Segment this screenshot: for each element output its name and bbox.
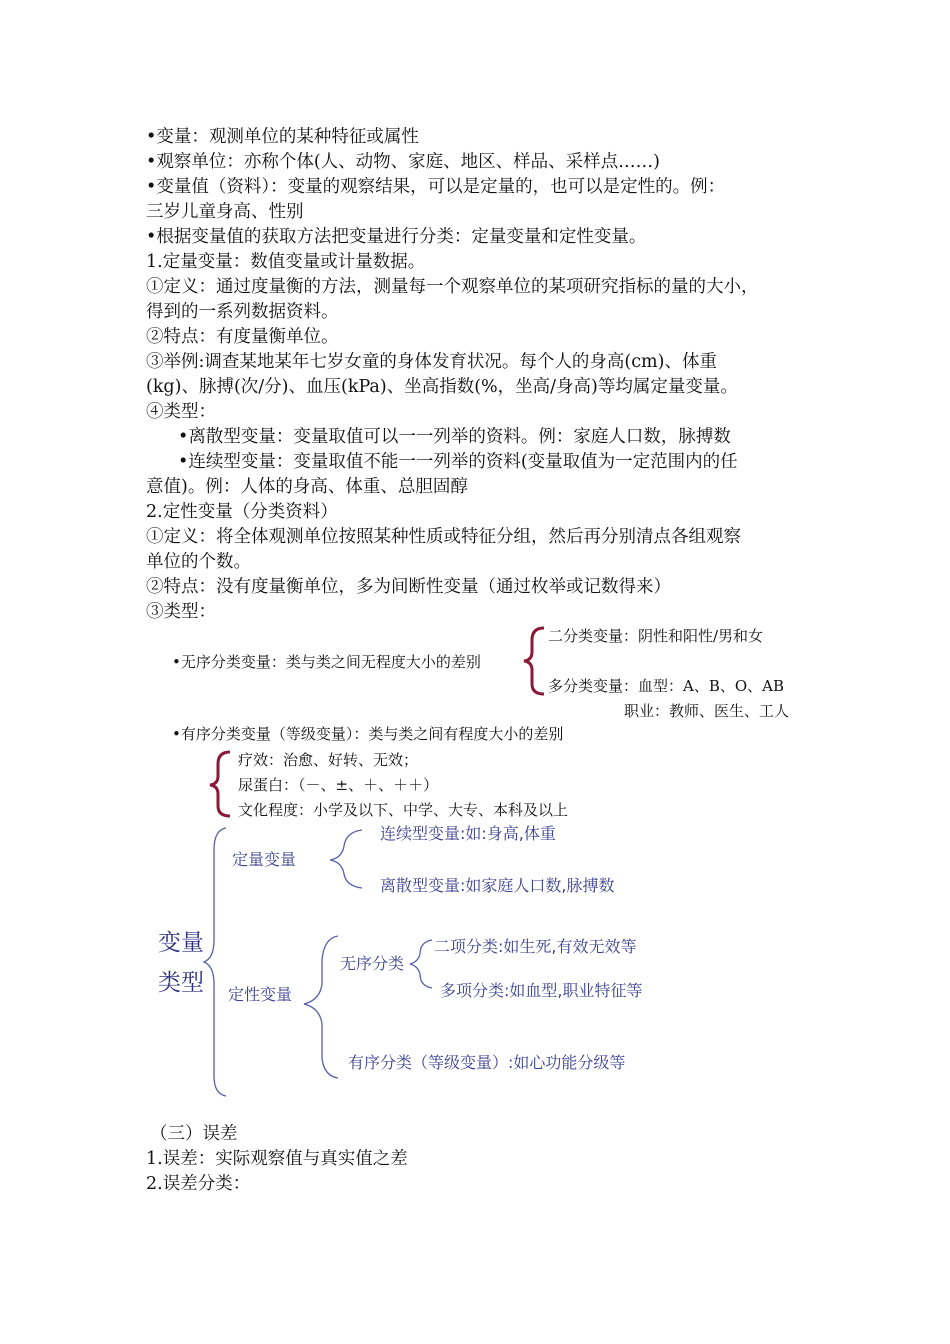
- brace-unord: [410, 940, 432, 988]
- text-line: 得到的一系列数据资料。: [146, 302, 339, 322]
- text-line: ③举例:调查某地某年七岁女童的身体发育状况。每个人的身高(cm)、体重: [146, 352, 717, 372]
- text-line: ①定义：将全体观测单位按照某种性质或特征分组，然后再分别清点各组观察: [146, 527, 741, 547]
- diagram-multi: 多项分类:如血型,职业特征等: [440, 981, 643, 1000]
- brace-qual: [304, 936, 338, 1078]
- text-line: 意值)。例：人体的身高、体重、总胆固醇: [146, 477, 468, 497]
- brace-quant: [330, 830, 362, 888]
- text-line: 单位的个数。: [146, 552, 251, 572]
- text-line: •根据变量值的获取方法把变量进行分类：定量变量和定性变量。: [146, 227, 647, 247]
- diagram-quant: 定量变量: [232, 850, 297, 869]
- ordered-item: 文化程度：小学及以下、中学、大专、本科及以上: [238, 801, 569, 819]
- diagram-unordered: 无序分类: [340, 954, 405, 973]
- ordered-label: •有序分类变量（等级变量）：类与类之间有程度大小的差别: [172, 725, 564, 743]
- ordered-item: 尿蛋白：（－、±、＋、＋＋）: [238, 776, 439, 794]
- diagram-binary: 二项分类:如生死,有效无效等: [434, 937, 637, 956]
- text-line: ②特点：有度量衡单位。: [146, 327, 339, 347]
- multi-variable-occupation: 职业：教师、医生、工人: [624, 702, 790, 720]
- text-line: (kg)、脉搏(次/分)、血压(kPa)、坐高指数(%，坐高/身高)等均属定量变量。: [146, 377, 738, 397]
- brace-root: [204, 828, 226, 1096]
- error-classification: 2.误差分类：: [146, 1174, 251, 1194]
- text-line: 1.定量变量：数值变量或计量数据。: [146, 252, 426, 272]
- unordered-label: •无序分类变量：类与类之间无程度大小的差别: [172, 653, 481, 671]
- diagram-discrete: 离散型变量:如家庭人口数,脉搏数: [380, 876, 615, 895]
- text-line: •变量值（资料）：变量的观察结果，可以是定量的，也可以是定性的。例：: [146, 177, 726, 197]
- error-definition: 1.误差：实际观察值与真实值之差: [146, 1149, 408, 1169]
- text-line: ③类型：: [146, 602, 216, 622]
- diagram-root-2: 类型: [158, 970, 204, 996]
- text-line: •观察单位：亦称个体(人、动物、家庭、地区、样品、采样点……): [146, 152, 660, 172]
- text-line: 三岁儿童身高、性别: [146, 202, 304, 222]
- text-line: ①定义：通过度量衡的方法，测量每一个观察单位的某项研究指标的量的大小，: [146, 277, 759, 297]
- diagram-root-1: 变量: [158, 930, 204, 956]
- text-line: ④类型：: [146, 402, 216, 422]
- brace-ordered: [210, 752, 230, 816]
- brace-unordered: [524, 628, 544, 694]
- diagram-ordered: 有序分类（等级变量）:如心功能分级等: [348, 1053, 626, 1072]
- text-line: 2.定性变量（分类资料）: [146, 502, 338, 522]
- error-heading: （三）误差: [150, 1124, 238, 1144]
- diagram-qual: 定性变量: [228, 985, 293, 1004]
- text-line: •连续型变量：变量取值不能一一列举的资料(变量取值为一定范围内的任: [178, 452, 738, 472]
- diagram-continuous: 连续型变量:如:身高,体重: [380, 824, 556, 843]
- text-line: •离散型变量：变量取值可以一一列举的资料。例：家庭人口数，脉搏数: [178, 427, 731, 447]
- multi-variable: 多分类变量：血型：A、B、O、AB: [548, 677, 785, 695]
- text-line: ②特点：没有度量衡单位，多为间断性变量（通过枚举或记数得来）: [146, 577, 671, 597]
- binary-variable: 二分类变量：阴性和阳性/男和女: [548, 627, 764, 645]
- text-line: •变量：观测单位的某种特征或属性: [146, 127, 419, 147]
- ordered-item: 疗效：治愈、好转、无效；: [238, 751, 419, 769]
